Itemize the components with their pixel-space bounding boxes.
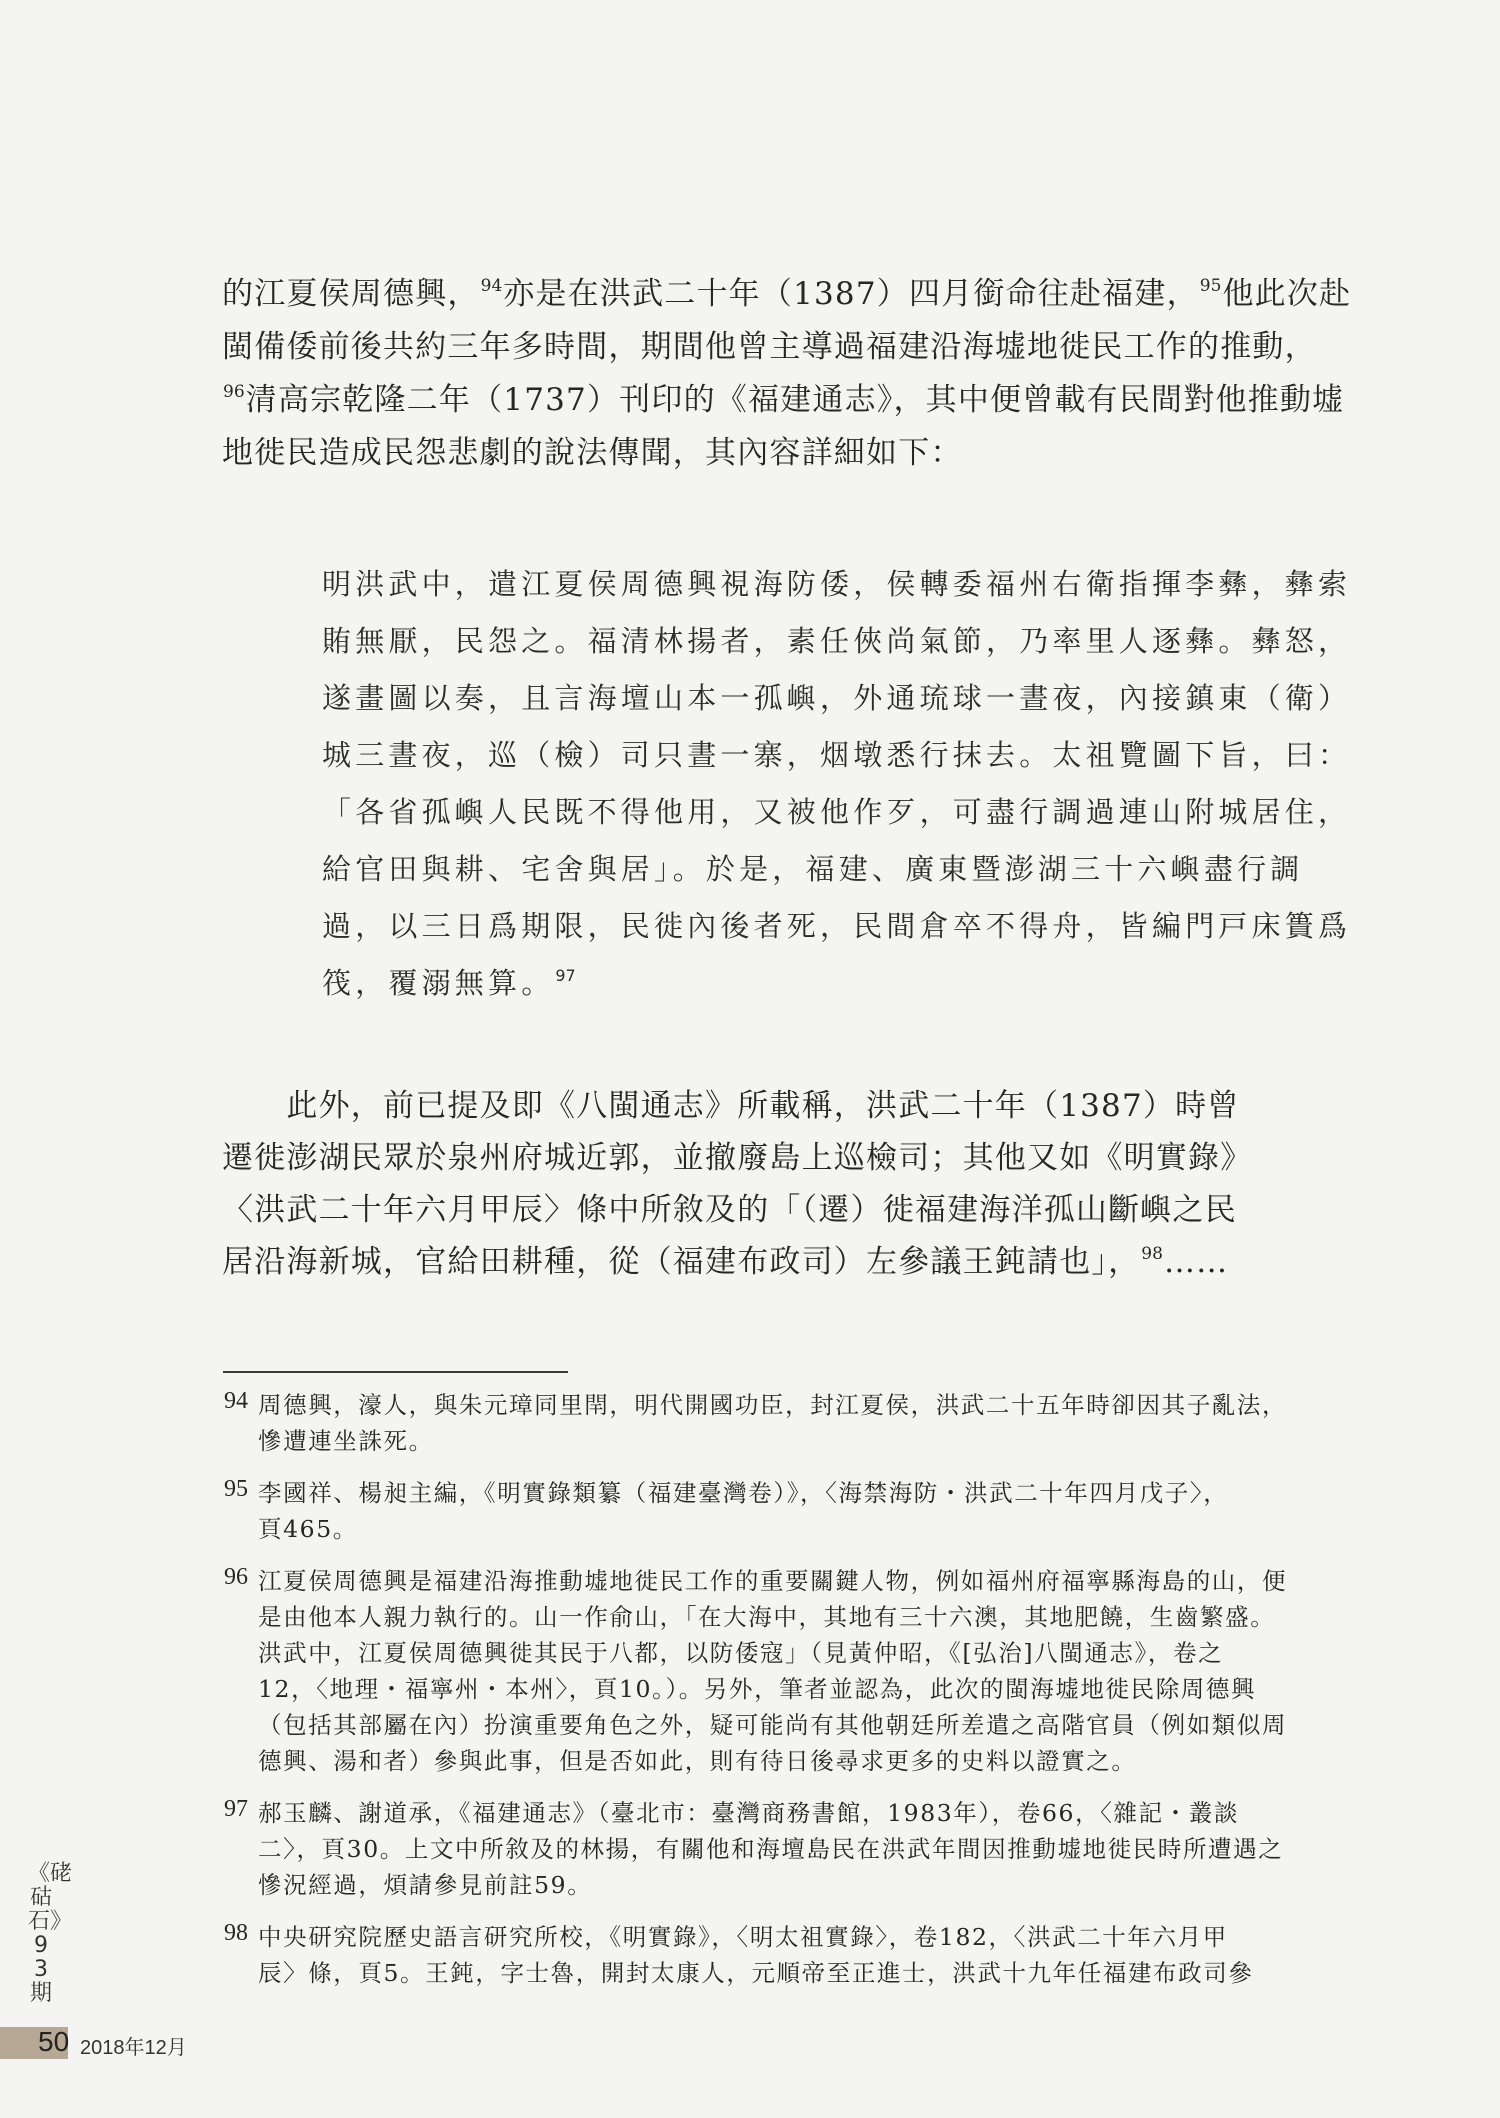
text-run: 〈洪武二十年六月甲辰〉條中所敘及的「（遷）徙福建海洋孤山斷嶼之民 xyxy=(222,1192,1237,1228)
text-line xyxy=(222,268,1351,313)
text-line xyxy=(222,374,1344,419)
footnote-ref[interactable]: 95 xyxy=(1199,276,1222,297)
text-run: 辰〉條，頁5。王鈍，字士魯，開封太康人，元順帝至正進士，洪武十九年任福建布政司參 xyxy=(258,1959,1254,1987)
text-line xyxy=(258,1634,1223,1668)
text-line xyxy=(322,847,1304,888)
text-line xyxy=(258,1742,1137,1776)
text-run: 清高宗乾隆二年（1737）刊印的《福建通志》，其中便曾載有民間對他推動墟 xyxy=(245,382,1345,418)
text-run: 亦是在洪武二十年（1387）四月銜命往赴福建， xyxy=(503,276,1199,312)
text-line xyxy=(258,1866,592,1900)
text-run: 居沿海新城，官給田耕種，從（福建布政司）左參議王鈍請也」， xyxy=(222,1244,1141,1280)
page-number: 50 xyxy=(38,2026,70,2057)
text-line xyxy=(258,1386,1287,1420)
text-line xyxy=(258,1422,434,1456)
text-run: 過，以三日爲期限，民徙內後者死，民間倉卒不得舟，皆編門戸床簣爲 xyxy=(322,909,1352,943)
issue-date: 2018年12月 xyxy=(80,2037,187,2059)
footnote-divider xyxy=(223,1371,568,1373)
footnote-number: 94 xyxy=(224,1388,248,1414)
text-run: 江夏侯周德興是福建沿海推動墟地徙民工作的重要關鍵人物，例如福州府福寧縣海島的山，便 xyxy=(258,1567,1288,1595)
text-run: 慘遭連坐誅死。 xyxy=(258,1427,434,1455)
text-line xyxy=(258,1474,1228,1508)
text-line xyxy=(258,1510,358,1544)
footnote-number: 97 xyxy=(224,1796,248,1822)
text-run: 賄無厭，民怨之。福清林揚者，素任俠尚氣節，乃率里人逐彝。彝怒， xyxy=(322,624,1352,658)
text-run: 遂畫圖以奏，且言海壇山本一孤嶼，外通琉球一晝夜，內接鎮東（衛） xyxy=(322,681,1352,715)
text-line xyxy=(222,1236,1228,1281)
text-line xyxy=(322,904,1351,945)
text-line xyxy=(258,1706,1287,1740)
text-run: …… xyxy=(1163,1244,1229,1280)
text-run: 地徙民造成民怨悲劇的說法傳聞，其內容詳細如下： xyxy=(222,435,963,471)
text-run: 中央研究院歷史語言研究所校，《明實錄》，〈明太祖實錄〉，卷182，〈洪武二十年六月甲 xyxy=(258,1923,1228,1951)
footnote-ref[interactable]: 97 xyxy=(555,966,576,986)
text-run: （包括其部屬在內）扮演重要角色之外，疑可能尚有其他朝廷所差遣之高階官員（例如類似周 xyxy=(258,1711,1288,1739)
text-line xyxy=(222,1184,1237,1229)
text-line xyxy=(222,321,1317,366)
text-run: 筏，覆溺無算。 xyxy=(322,966,555,1000)
text-run: 遷徙澎湖民眾於泉州府城近郭，並撤廢島上巡檢司；其他又如《明實錄》 xyxy=(222,1140,1253,1176)
text-line xyxy=(322,961,577,1002)
text-line xyxy=(258,1598,1275,1632)
text-run: 郝玉麟、謝道承，《福建通志》（臺北市：臺灣商務書館，1983年），卷66，〈雜記・叢談 xyxy=(258,1799,1240,1827)
journal-title-vertical: 《硓𥑮石》93期 xyxy=(28,1861,73,2006)
text-line xyxy=(258,1830,1283,1864)
text-line xyxy=(258,1562,1287,1596)
text-run: 二〉，頁30。上文中所敘及的林揚，有關他和海壇島民在洪武年間因推動墟地徙民時所遭遇之 xyxy=(258,1835,1284,1863)
text-run: 給官田與耕、宅舍與居」。於是，福建、廣東暨澎湖三十六嶼盡行調 xyxy=(322,852,1304,886)
text-run: 洪武中，江夏侯周德興徙其民于八都，以防倭寇」（見黃仲昭，《[弘治]八閩通志》，卷之 xyxy=(258,1639,1224,1667)
footnote-number: 95 xyxy=(224,1476,248,1502)
footnote-ref[interactable]: 94 xyxy=(480,276,503,297)
footnote-number: 98 xyxy=(224,1920,248,1946)
text-run: 「各省孤嶼人民既不得他用，又被他作歹，可盡行調過連山附城居住， xyxy=(322,795,1352,829)
text-line xyxy=(322,619,1351,660)
footnote-ref[interactable]: 98 xyxy=(1141,1244,1163,1265)
text-line xyxy=(258,1918,1228,1952)
text-run: 城三晝夜，巡（檢）司只晝一寨，烟墩悉行抹去。太祖覽圖下旨，曰： xyxy=(322,738,1352,772)
text-run: 閩備倭前後共約三年多時間，期間他曾主導過福建沿海墟地徙民工作的推動， xyxy=(222,329,1317,365)
text-line xyxy=(258,1954,1253,1988)
text-line xyxy=(258,1670,1256,1704)
text-line xyxy=(222,1132,1252,1177)
text-run: 他此次赴 xyxy=(1222,276,1352,312)
text-run: 慘況經過，煩請參見前註59。 xyxy=(258,1871,593,1899)
text-run: 12，〈地理・福寧州・本州〉，頁10。）。另外，筆者並認為，此次的閩海墟地徙民除周德興 xyxy=(258,1675,1257,1703)
text-line xyxy=(322,733,1351,774)
text-line xyxy=(322,790,1351,831)
text-line xyxy=(222,1080,1240,1125)
text-line xyxy=(322,562,1351,603)
text-line xyxy=(322,676,1351,717)
text-run: 明洪武中，遣江夏侯周德興視海防倭，侯轉委福州右衛指揮李彝，彝索 xyxy=(322,567,1352,601)
text-run: 此外，前已提及即《八閩通志》所載稱，洪武二十年（1387）時曾 xyxy=(222,1088,1240,1124)
footnote-number: 96 xyxy=(224,1564,248,1590)
text-line xyxy=(222,427,963,472)
text-run: 的江夏侯周德興， xyxy=(222,276,480,312)
text-run: 是由他本人親力執行的。山一作俞山，「在大海中，其地有三十六澳，其地肥饒，生齒繁盛。 xyxy=(258,1603,1276,1631)
text-run: 周德興，濠人，與朱元璋同里閈，明代開國功臣，封江夏侯，洪武二十五年時卻因其子亂法， xyxy=(258,1391,1288,1419)
text-line xyxy=(258,1794,1239,1828)
text-run: 頁465。 xyxy=(258,1515,358,1543)
text-run: 德興、湯和者）參與此事，但是否如此，則有待日後尋求更多的史料以證實之。 xyxy=(258,1747,1137,1775)
footnote-ref[interactable]: 96 xyxy=(223,382,245,403)
text-run: 李國祥、楊昶主編，《明實錄類纂（福建臺灣卷）》，〈海禁海防・洪武二十年四月戊子〉， xyxy=(258,1479,1229,1507)
